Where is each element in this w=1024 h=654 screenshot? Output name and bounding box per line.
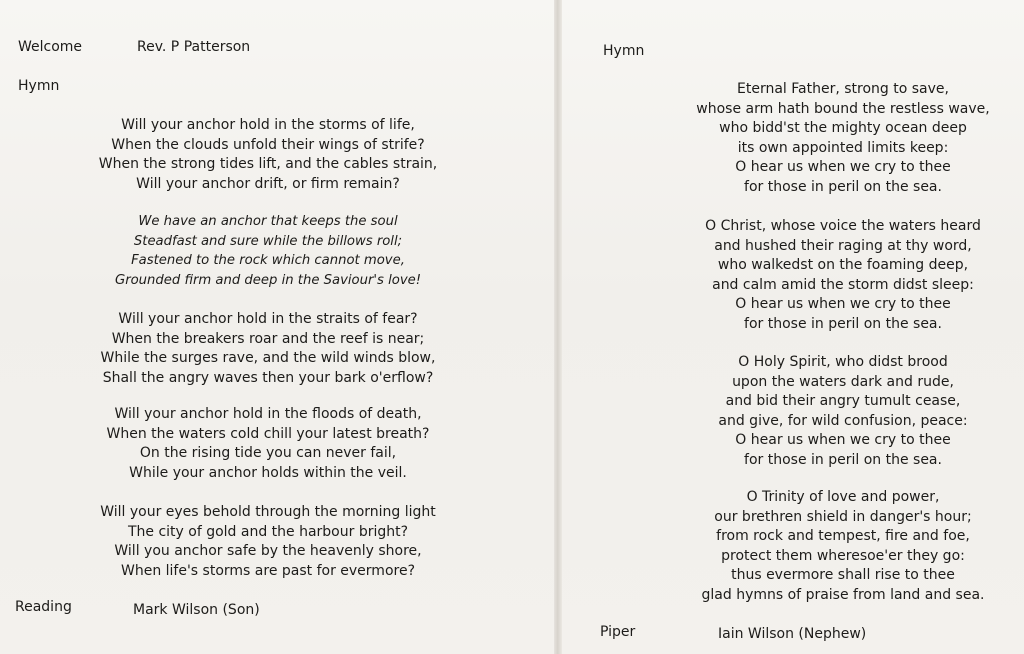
verse-line: for those in peril on the sea. bbox=[744, 178, 942, 195]
verse-line: Will your anchor hold in the floods of death, bbox=[114, 406, 422, 422]
welcome-label: Welcome bbox=[18, 39, 83, 55]
verse-line: The city of gold and the harbour bright? bbox=[127, 523, 409, 540]
verse-line: Will your anchor hold in the storms of life, bbox=[121, 117, 415, 133]
verse-line: When the clouds unfold their wings of strife? bbox=[111, 136, 425, 153]
piper-name: Iain Wilson (Nephew) bbox=[718, 626, 867, 642]
verse-line: Eternal Father, strong to save, bbox=[737, 81, 949, 97]
verse-line: who bidd'st the mighty ocean deep bbox=[719, 120, 967, 137]
hymn1-verse-1 bbox=[68, 116, 468, 194]
chorus-line: We have an anchor that keeps the soul bbox=[138, 214, 398, 229]
verse-line: While your anchor holds within the veil. bbox=[129, 464, 407, 481]
hymn2-verse-1 bbox=[688, 80, 998, 198]
verse-line: When the strong tides lift, and the cables strain, bbox=[98, 156, 438, 173]
chorus-line: Grounded firm and deep in the Saviour's love! bbox=[114, 272, 422, 288]
verse-line: Will your eyes behold through the morning light bbox=[100, 504, 436, 520]
hymn1-verse-2 bbox=[68, 310, 468, 388]
verse-line: thus evermore shall rise to thee bbox=[731, 567, 955, 584]
verse-line: whose arm hath bound the restless wave, bbox=[696, 100, 990, 117]
verse-line: O Trinity of love and power, bbox=[746, 489, 940, 505]
verse-line: from rock and tempest, fire and foe, bbox=[716, 528, 970, 545]
reading-reader: Mark Wilson (Son) bbox=[133, 602, 260, 618]
verse-line: and calm amid the storm didst sleep: bbox=[712, 276, 974, 293]
hymn1-verse-3 bbox=[68, 405, 468, 483]
verse-line: Will your anchor drift, or firm remain? bbox=[136, 175, 400, 192]
verse-line: our brethren shield in danger's hour; bbox=[714, 508, 972, 525]
chorus-line: Steadfast and sure while the billows roll; bbox=[133, 233, 403, 249]
verse-line: O hear us when we cry to thee bbox=[735, 159, 951, 176]
verse-line: When the breakers roar and the reef is near; bbox=[111, 330, 425, 347]
verse-line: for those in peril on the sea. bbox=[744, 451, 942, 468]
verse-line: Will your anchor hold in the straits of fear? bbox=[118, 311, 418, 327]
piper-label: Piper bbox=[600, 624, 636, 640]
right-hymn-label: Hymn bbox=[603, 43, 645, 59]
reading-label: Reading bbox=[15, 599, 72, 615]
verse-line: its own appointed limits keep: bbox=[737, 139, 949, 156]
left-hymn-label: Hymn bbox=[18, 78, 60, 94]
hymn1-chorus bbox=[68, 212, 468, 290]
verse-line: for those in peril on the sea. bbox=[744, 315, 942, 332]
verse-line: Will you anchor safe by the heavenly shore, bbox=[114, 543, 422, 560]
verse-line: On the rising tide you can never fail, bbox=[139, 445, 397, 462]
hymn2-verse-4 bbox=[688, 488, 998, 606]
verse-line: and hushed their raging at thy word, bbox=[714, 237, 972, 254]
verse-line: O hear us when we cry to thee bbox=[735, 432, 951, 449]
welcome-officiant: Rev. P Patterson bbox=[137, 39, 251, 55]
verse-line: and bid their angry tumult cease, bbox=[725, 393, 961, 410]
hymn2-verse-2 bbox=[688, 217, 998, 335]
verse-line: glad hymns of praise from land and sea. bbox=[701, 586, 985, 603]
verse-line: upon the waters dark and rude, bbox=[732, 373, 954, 390]
verse-line: While the surges rave, and the wild winds blow, bbox=[100, 350, 436, 367]
verse-line: who walkedst on the foaming deep, bbox=[717, 257, 969, 274]
page-fold bbox=[554, 0, 562, 654]
hymn2-verse-3 bbox=[688, 353, 998, 471]
verse-line: O Holy Spirit, who didst brood bbox=[738, 354, 948, 370]
verse-line: and give, for wild confusion, peace: bbox=[718, 412, 968, 429]
verse-line: O hear us when we cry to thee bbox=[735, 296, 951, 313]
verse-line: protect them wheresoe'er they go: bbox=[721, 547, 965, 564]
hymn1-verse-4 bbox=[68, 503, 468, 581]
verse-line: Shall the angry waves then your bark o'erflow? bbox=[102, 369, 434, 386]
verse-line: When the waters cold chill your latest breath? bbox=[106, 425, 430, 442]
chorus-line: Fastened to the rock which cannot move, bbox=[131, 253, 405, 269]
verse-line: When life's storms are past for evermore? bbox=[120, 562, 415, 579]
verse-line: O Christ, whose voice the waters heard bbox=[705, 218, 981, 234]
